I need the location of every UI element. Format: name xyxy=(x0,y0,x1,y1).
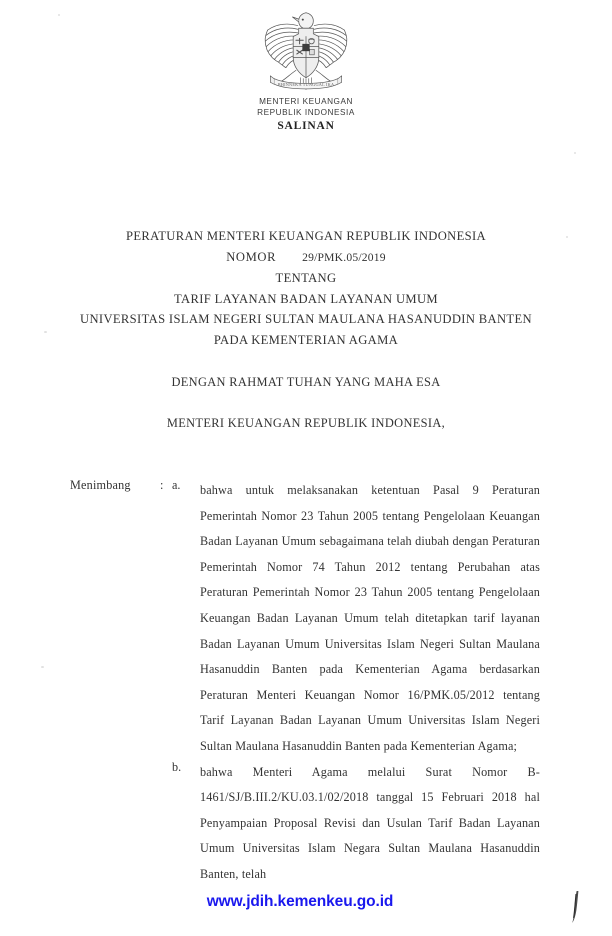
signer-line: MENTERI KEUANGAN REPUBLIK INDONESIA, xyxy=(166,416,446,430)
subject-line-3: PADA KEMENTERIAN AGAMA xyxy=(213,332,399,347)
considerations-section xyxy=(0,478,612,888)
clause-item-a xyxy=(0,478,612,760)
regulation-number-line xyxy=(0,247,612,269)
nomor-value: 29/PMK.05/2019 xyxy=(302,250,386,264)
letterhead xyxy=(0,10,612,133)
scan-speck xyxy=(574,152,576,154)
letterhead-ministry: MENTERI KEUANGAN xyxy=(259,97,353,106)
scan-speck xyxy=(566,236,568,238)
clause-menimbang xyxy=(0,478,612,888)
document-title-block xyxy=(0,226,612,350)
blessing-line: DENGAN RAHMAT TUHAN YANG MAHA ESA xyxy=(171,375,441,389)
subject-line-1: TARIF LAYANAN BADAN LAYANAN UMUM xyxy=(174,291,438,306)
jdih-url-watermark[interactable] xyxy=(0,893,612,911)
letterhead-country: REPUBLIK INDONESIA xyxy=(257,108,355,117)
item-letter-a: a. xyxy=(172,478,181,492)
subject-line-2: UNIVERSITAS ISLAM NEGERI SULTAN MAULANA HASANUDDIN BANTEN xyxy=(80,312,532,326)
svg-text:BHINNEKA TUNGGAL IKA: BHINNEKA TUNGGAL IKA xyxy=(277,81,335,87)
clause-colon: : xyxy=(160,478,164,492)
copy-mark: SALINAN xyxy=(277,120,335,132)
jdih-url-text: www.jdih.kemenkeu.go.id xyxy=(206,893,394,910)
scan-speck xyxy=(41,666,44,668)
item-letter-b: b. xyxy=(172,759,182,774)
clause-item-b xyxy=(0,760,612,888)
scan-speck xyxy=(58,14,60,16)
item-text-b: bahwa Menteri Agama melalui Surat Nomor B-1461/SJ/B.III.2/KU.03.1/02/2018 tanggal 15 Februari 2018 hal Penyampaian Proposal Revisi dan Usulan Tarif Badan Layanan Umum Universitas Islam Negara Sultan Maulana Hasanuddin Banten, telah xyxy=(200,764,540,881)
tentang-label: TENTANG xyxy=(275,271,337,285)
regulation-heading: PERATURAN MENTERI KEUANGAN REPUBLIK INDONESIA xyxy=(126,229,486,243)
nomor-label: NOMOR xyxy=(226,249,277,264)
scan-speck xyxy=(44,331,47,333)
garuda-pancasila-emblem xyxy=(260,10,352,96)
clause-label: Menimbang xyxy=(70,478,131,492)
item-text-a: bahwa untuk melaksanakan ketentuan Pasal 9 Peraturan Pemerintah Nomor 23 Tahun 2005 tentang Pengelolaan Keuangan Badan Layanan Umum sebagaimana telah diubah dengan Peraturan Pemerintah Nomor 74 Tahun 2012 tentang Perubahan atas Peraturan Pemerintah Nomor 23 Tahun 2005 tentang Pengelolaan Keuangan Badan Layanan Umum telah ditetapkan tarif layanan Badan Layanan Umum Universitas Islam Negeri Sultan Maulana Hasanuddin Banten pada Kementerian Agama berdasarkan Peraturan Menteri Keuangan Nomor 16/PMK.05/2012 tentang Tarif Layanan Badan Layanan Umum Universitas Islam Negeri Sultan Maulana Hasanuddin Banten pada Kementerian Agama; xyxy=(200,483,540,753)
